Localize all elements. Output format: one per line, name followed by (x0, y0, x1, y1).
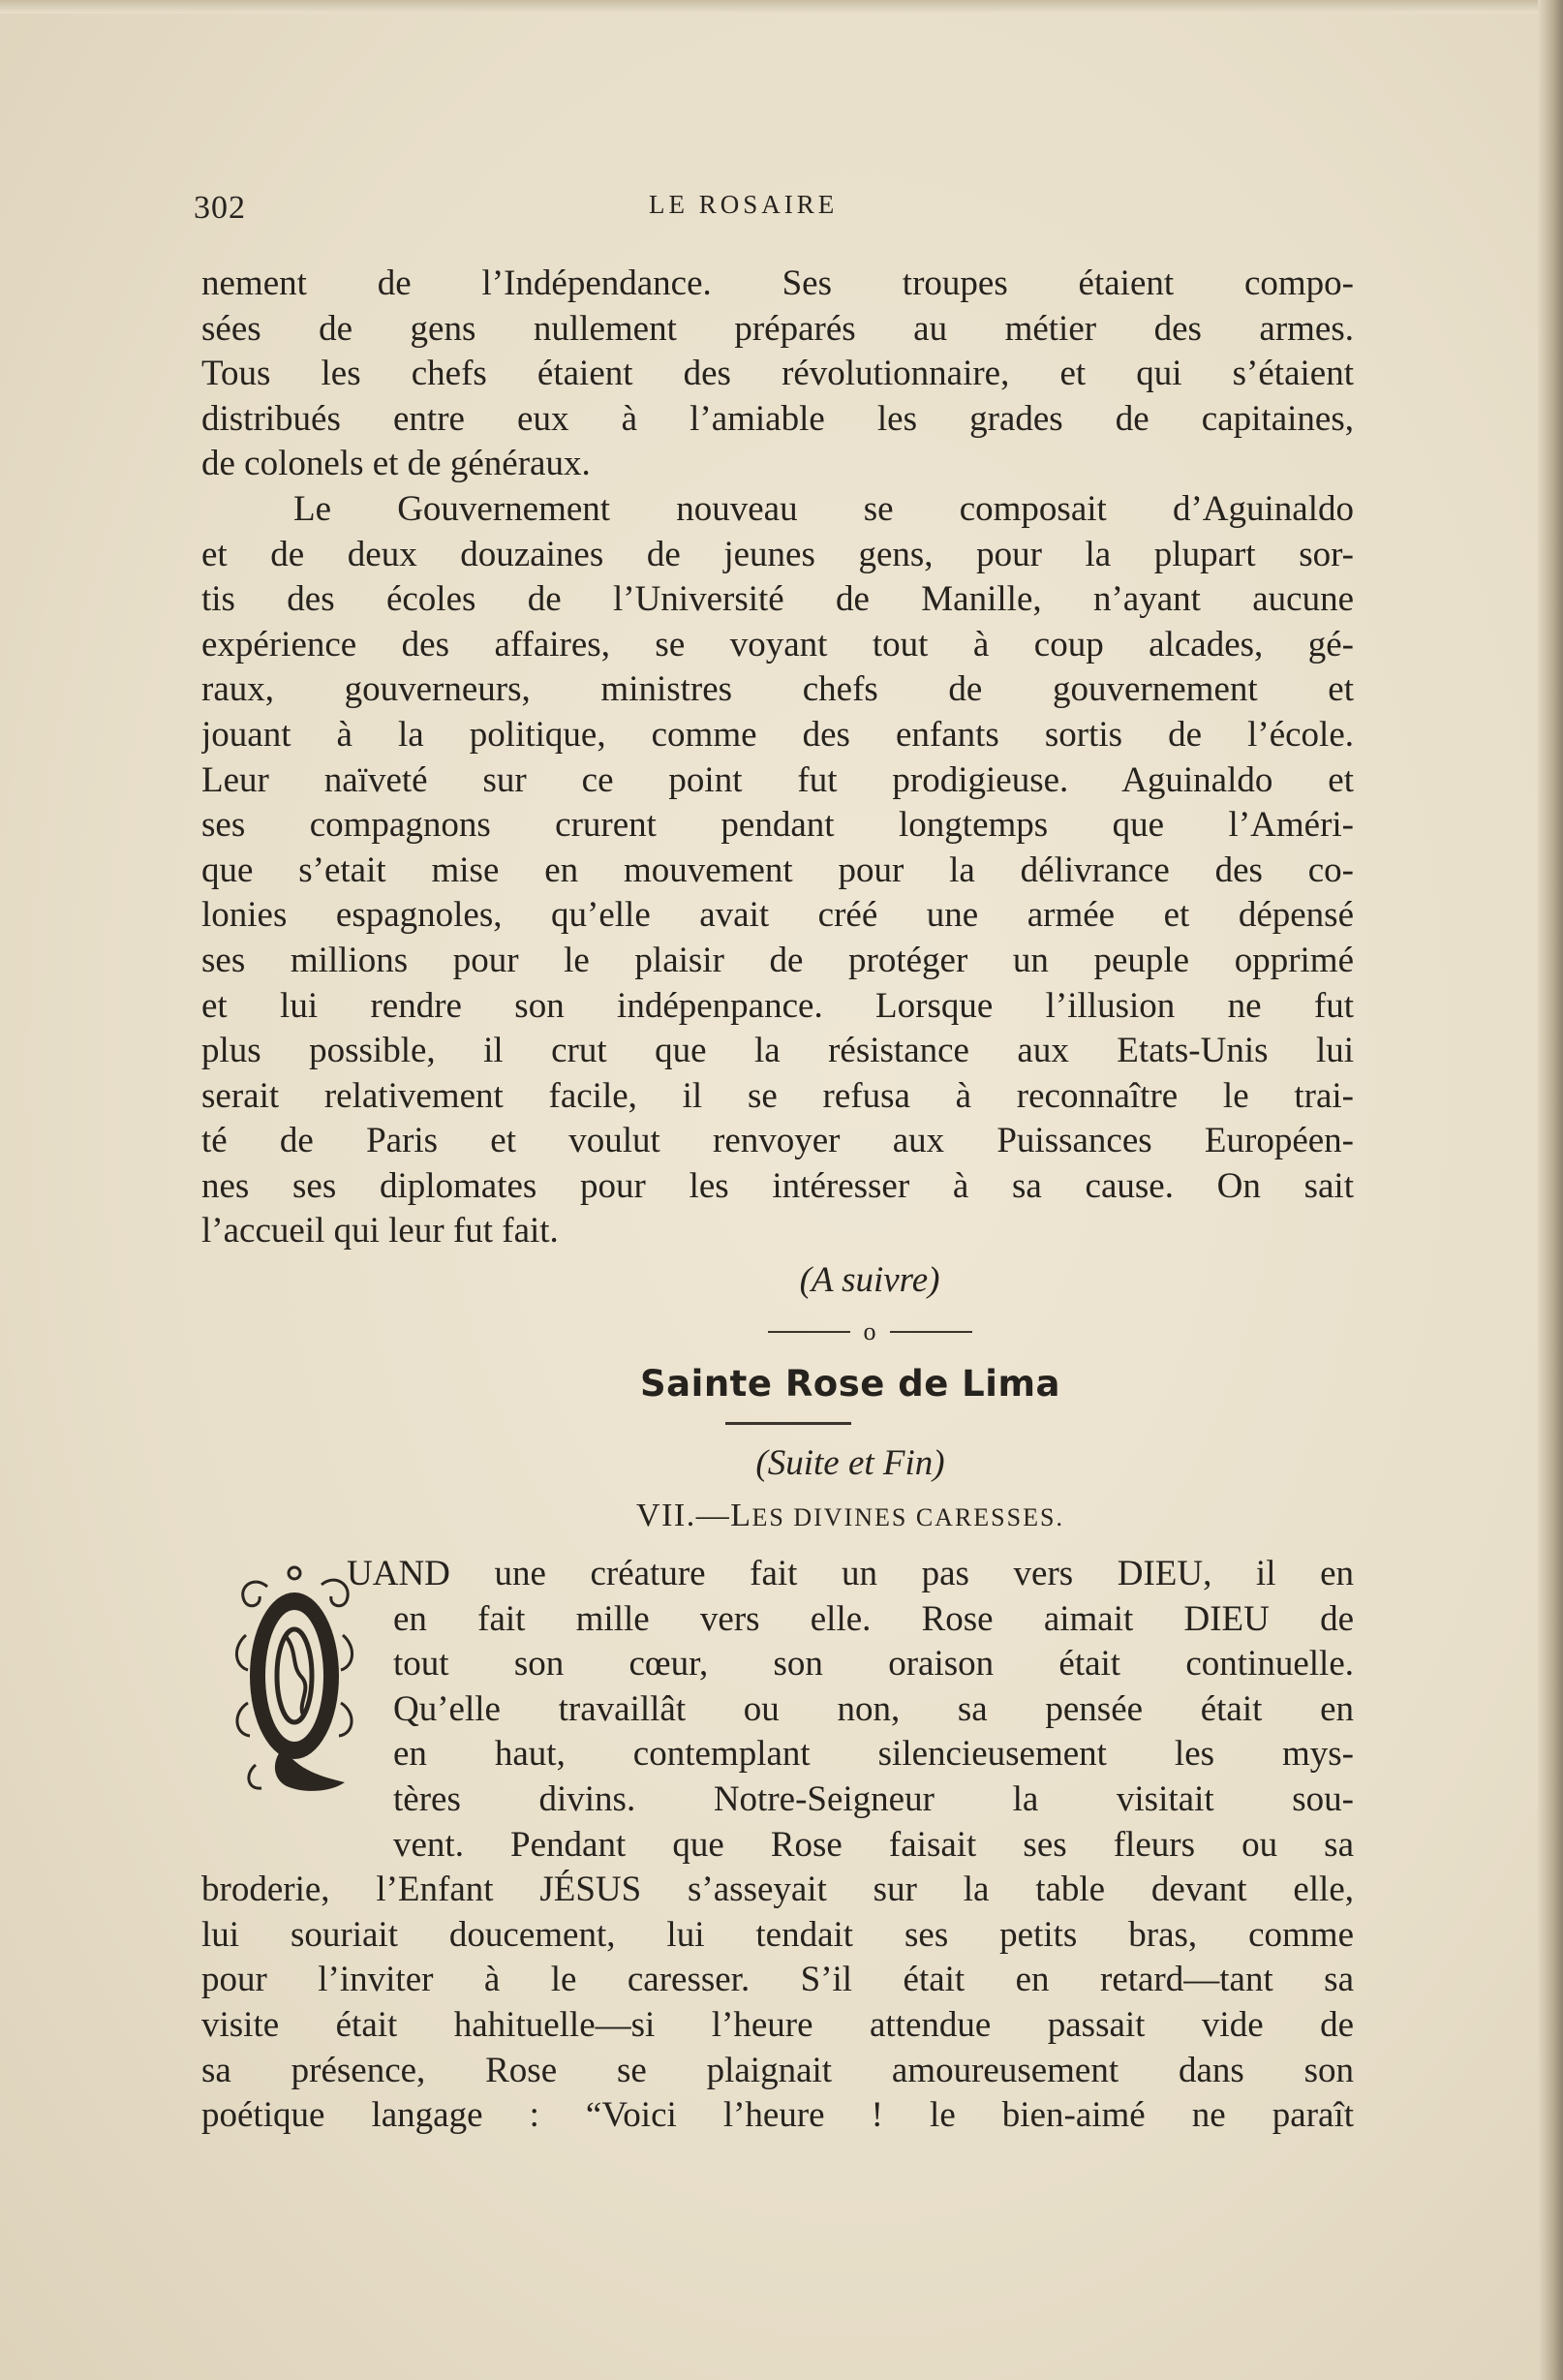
text-line: UAND une créature fait un pas vers DIEU, il en (347, 1554, 1354, 1594)
text-line: Tous les chefs étaient des révolutionnaire, et qui s’étaient (201, 354, 1354, 394)
text-line: sa présence, Rose se plaignait amoureusement dans son (201, 2050, 1354, 2090)
text-line: tères divins. Notre-Seigneur la visitait sou- (393, 1779, 1354, 1820)
divider-rule (890, 1331, 972, 1333)
text-line: ses compagnons crurent pendant longtemps que l’Améri- (201, 805, 1354, 846)
to-be-continued: (A suivre) (799, 1260, 940, 1301)
text-line: lui souriait doucement, lui tendait ses petits bras, comme (201, 1914, 1354, 1955)
running-head (194, 190, 1356, 232)
text-line: nes ses diplomates pour les intéresser à sa cause. On sait (201, 1165, 1354, 1206)
text-line: et lui rendre son indépenpance. Lorsque l’illusion ne fut (201, 985, 1354, 1026)
opening-paragraph (201, 1552, 1354, 2139)
text-line: nement de l’Indépendance. Ses troupes étaient compo- (201, 263, 1354, 303)
text-line: en haut, contemplant silencieusement les mys- (393, 1734, 1354, 1775)
text-line: ses millions pour le plaisir de protéger un peuple opprimé (201, 940, 1354, 980)
text-line: Le Gouvernement nouveau se composait d’Aguinaldo (293, 488, 1354, 529)
section-subtitle: (Suite et Fin) (755, 1443, 945, 1484)
text-line: expérience des affaires, se voyant tout à coup alcades, gé- (201, 624, 1354, 665)
text-line: Qu’elle travaillât ou non, sa pensée était en (393, 1688, 1354, 1729)
divider-rule (768, 1331, 850, 1333)
section-divider (201, 1313, 1354, 1351)
text-line: pour l’inviter à le caresser. S’il était en retard—tant sa (201, 1960, 1354, 2000)
text-line: tis des écoles de l’Université de Manille, n’ayant aucune (201, 579, 1354, 620)
text-line: en fait mille vers elle. Rose aimait DIEU de (393, 1598, 1354, 1639)
page-number: 302 (194, 190, 246, 226)
running-title: LE ROSAIRE (649, 190, 839, 219)
text-line: visite était hahituelle—si l’heure attendue passait vide de (201, 2005, 1354, 2045)
title-rule (725, 1422, 851, 1425)
text-line: poétique langage : “Voici l’heure ! le bien-aimé ne paraît (201, 2095, 1354, 2136)
text-line: Leur naïveté sur ce point fut prodigieuse. Aguinaldo et (201, 759, 1354, 800)
text-line: de colonels et de généraux. (201, 444, 591, 484)
text-line: tout son cœur, son oraison était continuelle. (393, 1644, 1354, 1685)
closing-lines (201, 1868, 1354, 2139)
text-line: té de Paris et voulut renvoyer aux Puissances Européen- (201, 1121, 1354, 1161)
text-line: lonies espagnoles, qu’elle avait créé une armée et dépensé (201, 895, 1354, 936)
text-line: serait relativement facile, il se refusa à reconnaître le trai- (201, 1075, 1354, 1116)
text-line: et de deux douzaines de jeunes gens, pour la plupart sor- (201, 534, 1354, 574)
text-line: plus possible, il crut que la résistance aux Etats-Unis lui (201, 1031, 1354, 1071)
text-line: raux, gouverneurs, ministres chefs de gouvernement et (201, 669, 1354, 710)
divider-mark: o (863, 1317, 876, 1346)
section-title: Sainte Rose de Lima (640, 1363, 1060, 1406)
chapter-heading (201, 1498, 1354, 1534)
page-binding-edge (1538, 0, 1563, 2380)
text-line: broderie, l’Enfant JÉSUS s’asseyait sur la table devant elle, (201, 1870, 1354, 1910)
text-line: vent. Pendant que Rose faisait ses fleurs ou sa (393, 1824, 1354, 1865)
text-line: sées de gens nullement préparés au métier des armes. (201, 308, 1354, 349)
chapter-number: VII.—L (636, 1498, 752, 1534)
text-line: distribués entre eux à l’amiable les grades de capitaines, (201, 398, 1354, 439)
text-block (201, 262, 1354, 2139)
ornamental-dropcap-q-icon (227, 1558, 362, 1829)
dropcap-lines (201, 1552, 1354, 1868)
paragraph-1 (201, 262, 1354, 487)
text-line: que s’etait mise en mouvement pour la délivrance des co- (201, 850, 1354, 890)
text-line: jouant à la politique, comme des enfants sortis de l’école. (201, 714, 1354, 755)
page-top-edge (0, 0, 1563, 14)
chapter-title: ES DIVINES CARESSES. (751, 1503, 1064, 1532)
text-line: l’accueil qui leur fut fait. (201, 1211, 559, 1252)
paragraph-2 (201, 487, 1354, 1254)
